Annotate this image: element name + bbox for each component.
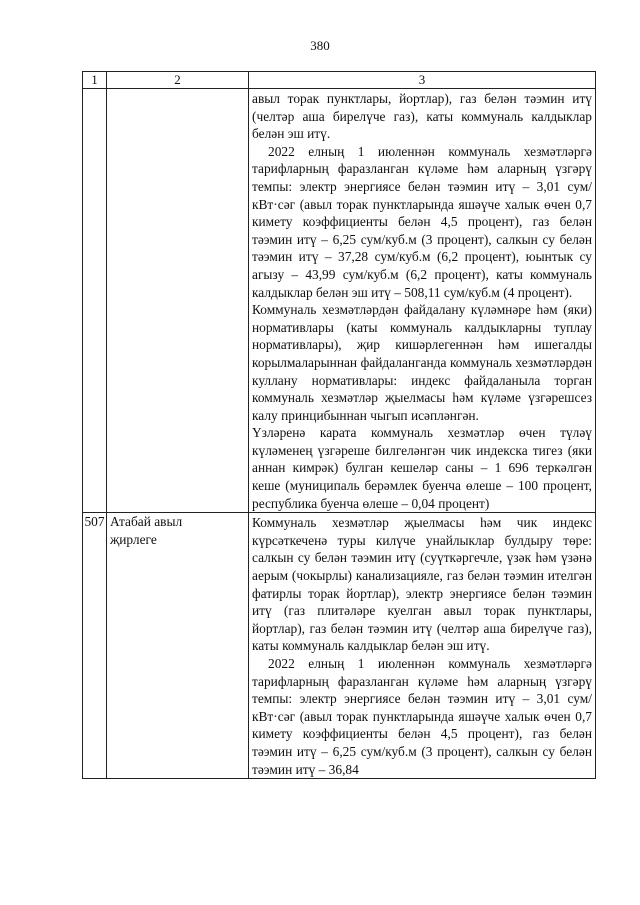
description-paragraph: Коммуналь хезмәтләр җыелмасы һәм чик индекс күрсәткеченә туры килүче унайлыклар булдыру төре: салкын су белән тәэмин итү (суүткәргечле, үзәк һәм үзәнә аерым (чокырлы) канализацияле, газ белән тәэмин ителгән фатирлы торак йортлар), электр энергиясе белән тәэмин итү (газ плитәләре куелган авыл торак пунктлары, йортлар), газ белән тәэмин итү (челтәр аша бирелүче газ), каты коммуналь калдыклар белән эш итү.	[252, 515, 592, 654]
settlement-name	[107, 89, 249, 513]
settlement-name-line: Атабай авыл	[110, 514, 183, 530]
settlement-name	[107, 513, 249, 779]
row-number: 507	[83, 513, 107, 779]
description-cell	[249, 89, 596, 513]
description-paragraph: Коммуналь хезмәтләрдән файдалану күләмнәре һәм (яки) нормативлары (каты коммуналь калдыкларны туплау нормативлары), җир кишәрлегеннән һәм ишегалды корылмаларыннан файдаланганда коммуналь хезмәтләрдән куллану нормативлары: индекс файдаланыла торган коммуналь хезмәтләр җыелмасы һәм күләме үзгәрешсез калу принцибыннан чыгып исәпләнгән.	[252, 302, 592, 423]
row-number	[83, 89, 107, 513]
table-row	[83, 513, 596, 779]
description-paragraph: авыл торак пунктлары, йортлар), газ белән тәэмин итү (челтәр аша бирелүче газ), каты коммуналь калдыклар белән эш итү.	[252, 91, 592, 142]
description-cell	[249, 513, 596, 779]
table-row	[83, 89, 596, 513]
description-paragraph: Үзләренә карата коммуналь хезмәтләр өчен түләү күләменең үзгәреше билгеләнгән чик индекска тигез (яки аннан кимрәк) булган кешеләр саны – 1 696 теркәлгән кеше (муниципаль берәмлек буенча өлеше – 100 процент, республика буенча өлеше – 0,04 процент)	[252, 425, 592, 511]
column-header-2: 2	[107, 72, 249, 89]
column-header-1: 1	[83, 72, 107, 89]
description-paragraph: 2022 елның 1 июленнән коммуналь хезмәтләргә тарифларның фаразланган күләме һәм аларның үзгәрү темпы: электр энергиясе белән тәэмин итү – 3,01 сум/кВт·сәг (авыл торак пунктларында яшәүче халык өчен 0,7 кимету коэффициенты белән 4,5 процент), газ белән тәэмин итү – 6,25 сум/куб.м (3 процент), салкын су белән тәэмин итү – 37,28 сум/куб.м (6,2 процент), юынтык су агызу – 43,99 сум/куб.м (6,2 процент), каты коммуналь калдыклар белән эш итү – 508,11 сум/куб.м (4 процент).	[252, 143, 592, 300]
column-header-3: 3	[249, 72, 596, 89]
description-paragraph: 2022 елның 1 июленнән коммуналь хезмәтләргә тарифларның фаразланган күләме һәм аларның үзгәрү темпы: электр энергиясе белән тәэмин итү – 3,01 сум/кВт·сәг (авыл торак пунктларында яшәүче халык өчен 0,7 кимету коэффициенты белән 4,5 процент), газ белән тәэмин итү – 6,25 сум/куб.м (3 процент), салкын су белән тәэмин итү – 36,84	[252, 656, 592, 777]
document-table	[82, 71, 596, 779]
settlement-name-line: җирлеге	[110, 531, 157, 547]
table-header-row	[83, 72, 596, 89]
page-number: 380	[310, 38, 330, 53]
